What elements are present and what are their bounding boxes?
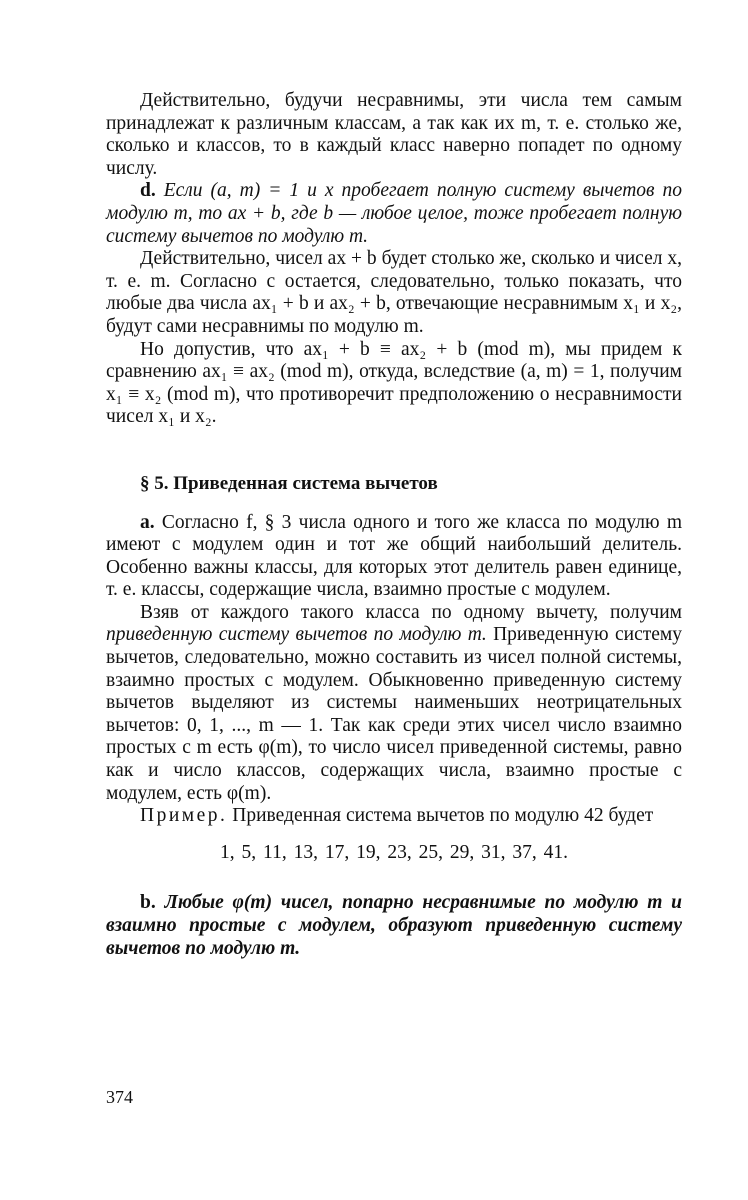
page-number: 374 (106, 1087, 133, 1107)
item-a-text-1: Согласно f, § 3 числа одного и того же класса по модулю m имеют с модулем один и тот же общий наибольший делитель. Особенно важны классы, для которых этот делитель равен единице, т. е. классы, содержащие числа, взаимно простые с модулем. (106, 511, 682, 601)
item-b-theorem: Любые φ(m) чисел, попарно несравнимые по модулю m и взаимно простые с модулем, образуют приведенную систему вычетов по модулю m. (106, 892, 683, 959)
page-body (106, 90, 682, 960)
intro-paragraph: Действительно, будучи несравнимы, эти числа тем самым принадлежат к различным классам, а так как их m, т. е. столько же, сколько и классов, то в каждый класс наверно попадет по одному числу. (106, 90, 682, 179)
section-title: § 5. Приведенная система вычетов (140, 472, 438, 494)
item-a-paragraph-2 (106, 602, 682, 805)
reduced-residue-list: 1, 5, 11, 13, 17, 19, 23, 25, 29, 31, 37, 41. (220, 841, 568, 863)
item-d-theorem: Если (a, m) = 1 и x пробегает полную систему вычетов по модулю m, то ax + b, где b — любое целое, тоже пробегает полную систему вычетов по модулю m. (106, 180, 683, 247)
item-d-label: d. (140, 180, 156, 202)
item-b-label: b. (140, 892, 156, 914)
example-paragraph (106, 805, 682, 828)
item-d-statement (106, 180, 682, 248)
item-d-proof-1: Действительно, чисел ax + b будет столько же, сколько и чисел x, т. е. m. Согласно c остается, следовательно, только показать, что любые два числа ax₁ + b и ax₂ + b, отвечающие несравнимым x₁ и x₂, будут сами несравнимы по модулю m. (106, 248, 682, 337)
item-a-label: a. (140, 511, 155, 533)
item-a-text-2-after: Приведенную систему вычетов, следовательно, можно составить из чисел полной системы, взаимно простых с модулем. Обыкновенно приведенную систему вычетов выделяют из системы наименьших неотрицательных вычетов: 0, 1, ..., m — 1. Так как среди этих чисел число взаимно простых с m есть φ(m), то число чисел приведенной системы, равно как и число классов, содержащих числа, взаимно простые с модулем, есть φ(m). (106, 624, 683, 804)
item-d-proof-2: Но допустив, что ax₁ + b ≡ ax₂ + b (mod m), мы придем к сравнению ax₁ ≡ ax₂ (mod m), откуда, вследствие (a, m) = 1, получим x₁ ≡ x₂ (mod m), что противоречит предположению о несравнимости чисел x₁ и x₂. (106, 338, 682, 428)
item-b-statement (106, 892, 682, 960)
example-label: Пример. (140, 805, 228, 827)
item-a-paragraph-1 (106, 512, 682, 602)
item-a-defined-term: приведенную систему вычетов по модулю m. (106, 624, 487, 646)
example-text: Приведенная система вычетов по модулю 42 будет (232, 805, 654, 827)
item-a-text-2-before: Взяв от каждого такого класса по одному вычету, получим (140, 601, 682, 623)
